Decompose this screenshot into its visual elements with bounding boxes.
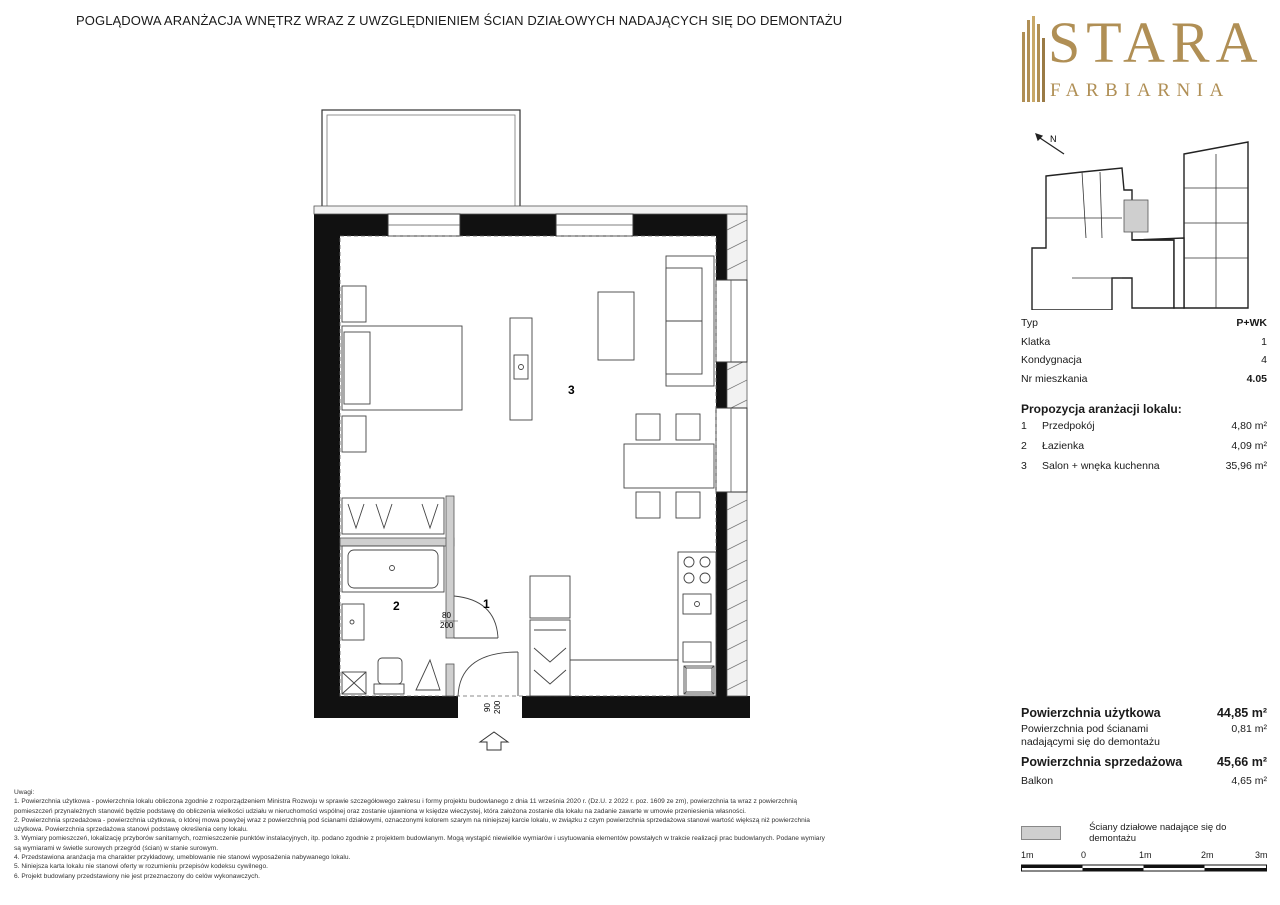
walls-area-label-1: Powierzchnia pod ścianami [1021,723,1149,735]
doors [454,596,518,696]
detail-value: 4 [1261,354,1267,367]
room-number: 3 [1021,460,1027,472]
scale-label: 1m [1139,850,1152,860]
walls-area-value: 0,81 m² [1231,723,1267,735]
detail-value: P+WK [1236,317,1267,330]
scale-bar [1021,850,1267,876]
sofa [598,256,714,386]
room-proposal [1021,400,1267,476]
detail-row-type [1021,314,1267,333]
logo [1020,10,1270,106]
notes [14,788,994,881]
legend [1021,822,1267,844]
tv-unit [510,318,532,420]
entrance-arrow-icon [480,732,508,750]
scale-label: 3m [1255,850,1268,860]
detail-label: Nr mieszkania [1021,372,1088,385]
page-title: POGLĄDOWA ARANŻACJA WNĘTRZ WRAZ Z UWZGLĘDNIENIEM ŚCIAN DZIAŁOWYCH NADAJĄCYCH SIĘ DO DEMONTAŻU [76,13,843,28]
note-line: 1. Powierzchnia użytkowa - powierzchnia lokalu obliczona zgodnie z rozporządzeniem Ministra Rozwoju w sprawie szczegółowego zakresu i formy projektu budowlanego z dnia 11 września 2020 r. (Dz.U. z 2022 r. poz. 1609 ze zm), powierzchnia ta wraz z powierzchnią [14,798,798,806]
detail-row-floor [1021,351,1267,370]
door-height-label: 200 [440,621,454,630]
detail-row-staircase [1021,333,1267,352]
note-line: pomieszczeń przynależnych stanowić będzie podstawę do obliczenia wielkości udziału w nieruchomości wspólnej oraz zostanie ujawniona w księdze wieczystej, która założona zostanie dla lokalu na zadanie zawarte w umowie przeniesienia własności. [14,807,746,815]
bed [342,286,462,452]
door-width-label: 80 [442,611,451,620]
north-label: N [1050,134,1057,144]
room-row [1021,436,1267,456]
balcony-label: Balkon [1021,775,1054,787]
detail-value: 4.05 [1246,372,1267,385]
note-line: użytkowa. Powierzchnia sprzedażowa stanowi podstawę określenia ceny lokalu. [14,826,248,834]
dining-table [624,414,714,518]
scale-label: 1m [1021,850,1034,860]
balcony [322,110,520,214]
key-plan-highlight [1124,200,1148,232]
building-bars-icon [1020,16,1046,108]
sales-area-value: 45,66 m² [1216,755,1267,769]
proposal-title: Propozycja aranżacji lokalu: [1021,402,1182,416]
balcony-value: 4,65 m² [1231,775,1267,787]
usable-area-value: 44,85 m² [1216,706,1267,720]
sales-area-label: Powierzchnia sprzedażowa [1021,755,1183,769]
legend-label: Ściany działowe nadające się do demontażu [1089,822,1227,844]
room-row [1021,456,1267,476]
logo-sub-text: FARBIARNIA [1050,80,1230,101]
room-area: 35,96 m² [1225,460,1267,472]
scale-label: 0 [1081,850,1087,860]
walls-area-label-2: nadającymi się do demontażu [1021,736,1160,748]
detail-value: 1 [1261,335,1267,348]
room-name: Przedpokój [1042,420,1095,432]
note-line: 2. Powierzchnia sprzedażowa - powierzchnia użytkowa, o której mowa powyżej wraz z powierzchnią pod ścianami działowymi, oznaczonymi kolorem szarym na niniejszej karcie lokalu, w związku z czym powierzchnia sprzedażowa stanowi wartość większą niż powierzchnia [14,816,810,824]
usable-area-label: Powierzchnia użytkowa [1021,706,1161,720]
room-row [1021,416,1267,436]
notes-heading: Uwagi: [14,789,35,796]
room-name: Łazienka [1042,440,1085,452]
room-area: 4,80 m² [1231,420,1267,432]
note-line: 4. Przedstawiona aranżacja ma charakter przykładowy, umeblowanie nie stanowi wyposażenia nabywanego lokalu. [14,854,351,862]
room-number-3: 3 [568,383,575,397]
detail-row-number [1021,370,1267,389]
note-line: 6. Projekt budowlany przedstawiony nie jest przeznaczony do celów wykonawczych. [14,872,260,880]
detail-label: Typ [1021,317,1038,330]
room-name: Salon + wnęka kuchenna [1042,460,1160,472]
legend-swatch [1021,826,1061,840]
scale-label: 2m [1201,850,1214,860]
detail-label: Kondygnacja [1021,354,1082,367]
area-summary [1021,703,1267,789]
note-line: są wymiarami w świetle surowych przegród (ścian) w stanie surowym. [14,844,219,852]
key-plan [1012,128,1274,310]
room-number: 1 [1021,420,1027,432]
logo-main-text: STARA [1048,10,1264,75]
room-number-1: 1 [483,597,490,611]
room-number: 2 [1021,440,1027,452]
scale-ruler [1021,862,1267,874]
note-line: 5. Niniejsza karta lokalu nie stanowi oferty w rozumieniu przepisów kodeksu cywilnego. [14,863,268,871]
room-number-2: 2 [393,599,400,613]
note-line: 3. Wymiary pomieszczeń, lokalizację przyborów sanitarnych, rozmieszczenie punktów instalacyjnych, itp. podano zgodnie z projektem budowlanym. Mogą wystąpić niewielkie wymiarów i usytuowania elementów powstałych w trakcie realizacji prac budowlanych. Podane wymiary [14,835,825,843]
apartment-details [1021,314,1267,388]
room-area: 4,09 m² [1231,440,1267,452]
detail-label: Klatka [1021,335,1051,348]
entry-door-width-label: 90 [483,703,492,712]
floor-plan [300,100,770,760]
entry-door-height-label: 200 [493,700,502,714]
bathroom-fixtures [342,498,712,694]
